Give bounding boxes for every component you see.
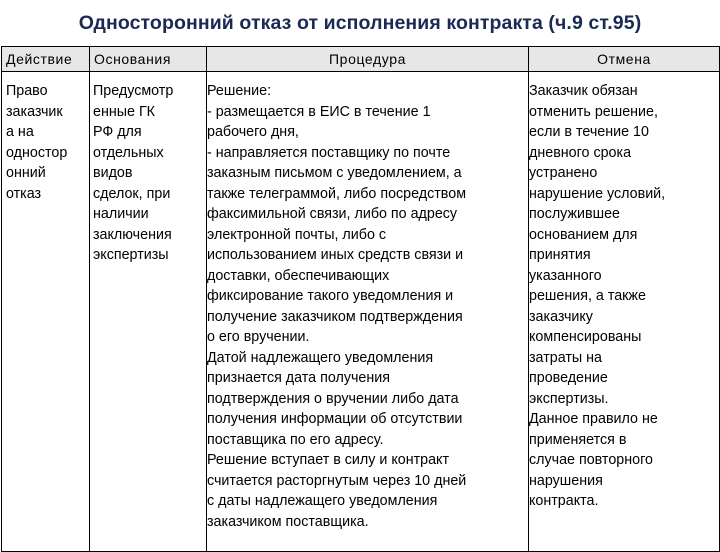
cancellation-line: применяется в bbox=[529, 431, 627, 448]
cancellation-text bbox=[529, 81, 719, 512]
cancellation-line: нарушения bbox=[529, 472, 603, 489]
cancellation-line: компенсированы bbox=[529, 329, 642, 345]
procedure-table bbox=[1, 46, 720, 552]
cancellation-line: решения, а также bbox=[529, 288, 646, 304]
cancellation-line: Заказчик обязан bbox=[529, 83, 638, 99]
procedure-line: Датой надлежащего уведомления bbox=[207, 349, 434, 366]
procedure-line: подтверждения о вручении либо дата bbox=[207, 390, 459, 407]
cancellation-line: если в течение 10 bbox=[529, 124, 649, 140]
cancellation-line: принятия bbox=[529, 247, 591, 263]
procedure-line: получения информации об отсутствии bbox=[207, 411, 463, 427]
procedure-line: получение заказчиком подтверждения bbox=[207, 308, 463, 325]
procedure-line: поставщика по его адресу. bbox=[207, 431, 384, 448]
header-cancellation: Отмена bbox=[529, 47, 720, 72]
cancellation-line: устранено bbox=[529, 165, 598, 181]
slide-title: Односторонний отказ от исполнения контракта (ч.9 ст.95) bbox=[78, 12, 642, 34]
procedure-line: доставки, обеспечивающих bbox=[207, 267, 390, 284]
procedure-text bbox=[207, 81, 528, 532]
cancellation-line: контракта. bbox=[529, 493, 599, 509]
procedure-line: считается расторгнутым через 10 дней bbox=[207, 472, 467, 489]
procedure-line: использованием иных средств связи и bbox=[207, 247, 464, 263]
cancellation-line: экспертизы. bbox=[529, 390, 609, 407]
procedure-line: фиксирование такого уведомления и bbox=[207, 288, 454, 304]
table-header-row bbox=[2, 47, 720, 72]
cell-grounds bbox=[90, 72, 207, 552]
procedure-line: с даты надлежащего уведомления bbox=[207, 493, 438, 509]
procedure-line: - направляется поставщику по почте bbox=[207, 144, 451, 161]
procedure-line: Решение вступает в силу и контракт bbox=[207, 452, 450, 468]
cancellation-line: основанием для bbox=[529, 226, 638, 243]
cancellation-line: послужившее bbox=[529, 206, 621, 222]
table-row bbox=[2, 72, 720, 552]
procedure-line: Решение: bbox=[207, 83, 272, 99]
procedure-line: заказным письмом с уведомлением, а bbox=[207, 165, 462, 181]
procedure-line: о его вручении. bbox=[207, 329, 310, 345]
header-procedure: Процедура bbox=[207, 47, 529, 72]
procedure-line: рабочего дня, bbox=[207, 124, 299, 140]
procedure-line: заказчиком поставщика. bbox=[207, 513, 369, 530]
cancellation-line: заказчику bbox=[529, 308, 593, 325]
header-action: Действие bbox=[2, 47, 90, 72]
cancellation-line: нарушение условий, bbox=[529, 185, 666, 202]
procedure-line: электронной почты, либо с bbox=[207, 226, 387, 243]
cell-procedure bbox=[207, 72, 529, 552]
cancellation-line: отменить решение, bbox=[529, 103, 658, 120]
cancellation-line: дневного срока bbox=[529, 144, 632, 161]
cell-cancellation bbox=[529, 72, 720, 552]
cancellation-line: указанного bbox=[529, 267, 602, 284]
procedure-line: также телеграммой, либо посредством bbox=[207, 185, 467, 202]
cell-action bbox=[2, 72, 90, 552]
grounds-text: Предусмотр енные ГК РФ для отдельных видов сделок, при наличии заключения экспертизы bbox=[93, 83, 174, 263]
cancellation-line: Данное правило не bbox=[529, 411, 658, 427]
cancellation-line: затраты на bbox=[529, 349, 602, 366]
header-grounds: Основания bbox=[90, 47, 207, 72]
procedure-line: - размещается в ЕИС в течение 1 bbox=[207, 103, 431, 120]
procedure-line: признается дата получения bbox=[207, 370, 390, 386]
action-text: Право заказчик а на одностор онний отказ bbox=[6, 83, 68, 202]
procedure-line: факсимильной связи, либо по адресу bbox=[207, 206, 458, 222]
cancellation-line: проведение bbox=[529, 370, 608, 386]
cancellation-line: случае повторного bbox=[529, 452, 653, 468]
